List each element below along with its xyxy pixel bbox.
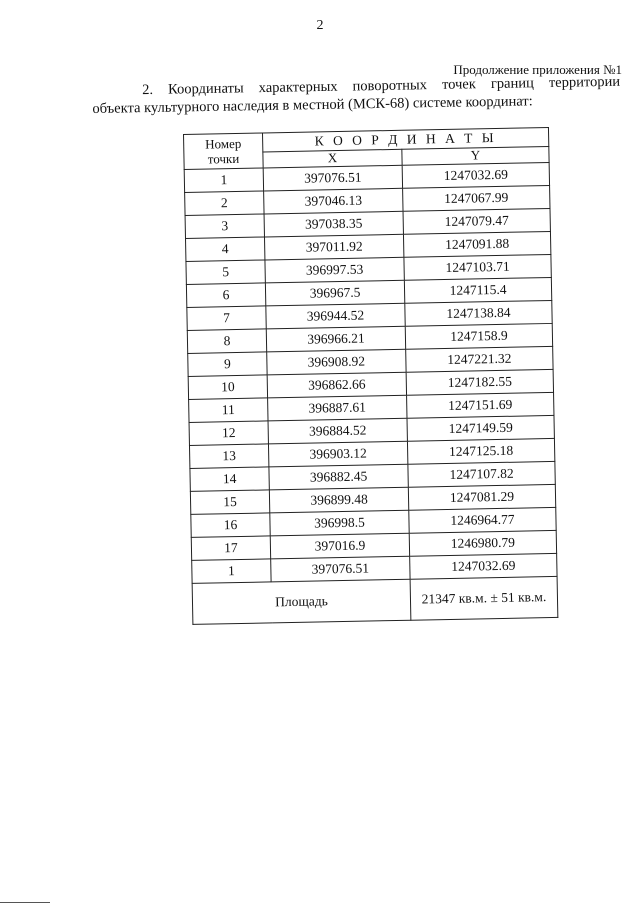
cell-y: 1247115.4	[404, 277, 551, 303]
area-label: Площадь	[192, 579, 411, 624]
cell-y: 1247221.32	[406, 346, 553, 372]
cell-x: 396899.48	[269, 487, 408, 513]
cell-x: 397046.13	[264, 188, 403, 214]
cell-point-number: 14	[190, 467, 269, 492]
cell-y: 1247081.29	[408, 484, 555, 510]
cell-x: 396997.53	[265, 257, 404, 283]
cell-point-number: 9	[188, 352, 267, 377]
cell-y: 1247032.69	[410, 553, 557, 579]
cell-point-number: 3	[185, 214, 264, 239]
cell-y: 1247182.55	[406, 369, 553, 395]
cell-y: 1247079.47	[403, 208, 550, 234]
cell-point-number: 7	[187, 306, 266, 331]
header-point-number	[184, 133, 264, 170]
cell-x: 396862.66	[267, 372, 406, 398]
cell-point-number: 13	[189, 444, 268, 469]
cell-y: 1247151.69	[407, 392, 554, 418]
cell-point-number: 11	[189, 398, 268, 423]
cell-y: 1247103.71	[404, 254, 551, 280]
heading-line-1: 2. Координаты характерных поворотных точек границ территории	[142, 73, 621, 99]
table-body	[184, 162, 557, 583]
footer-divider	[0, 902, 50, 903]
cell-point-number: 4	[186, 237, 265, 262]
coordinates-table	[183, 127, 558, 625]
continuation-note: Продолжение приложения №1	[453, 62, 622, 77]
cell-x: 396903.12	[268, 441, 407, 467]
cell-x: 396967.5	[265, 280, 404, 306]
cell-y: 1247138.84	[405, 300, 552, 326]
cell-x: 396966.21	[266, 326, 405, 352]
cell-y: 1246980.79	[409, 530, 556, 556]
cell-x: 396944.52	[266, 303, 405, 329]
cell-point-number: 15	[190, 490, 269, 515]
cell-x: 396884.52	[268, 418, 407, 444]
cell-y: 1246964.77	[409, 507, 556, 533]
cell-y: 1247067.99	[403, 185, 550, 211]
cell-x: 396908.92	[267, 349, 406, 375]
header-x: X	[263, 149, 402, 168]
cell-x: 396998.5	[270, 510, 409, 536]
page-number: 2	[316, 18, 324, 33]
area-row	[192, 576, 558, 624]
header-point-number-label: Номер точки	[204, 135, 242, 167]
cell-point-number: 2	[185, 191, 264, 216]
cell-x: 396887.61	[268, 395, 407, 421]
cell-y: 1247125.18	[407, 438, 554, 464]
cell-x: 396882.45	[269, 464, 408, 490]
cell-y: 1247032.69	[402, 162, 549, 188]
cell-point-number: 5	[186, 260, 265, 285]
cell-x: 397076.51	[263, 165, 402, 191]
cell-point-number: 6	[186, 283, 265, 308]
cell-x: 397076.51	[271, 556, 410, 582]
cell-x: 397011.92	[264, 234, 403, 260]
cell-point-number: 16	[191, 513, 270, 538]
coordinates-table-wrap	[183, 127, 558, 625]
cell-y: 1247158.9	[405, 323, 552, 349]
heading-line-2: объекта культурного наследия в местной (МСК-68) системе координат:	[92, 93, 533, 117]
header-coordinates: К О О Р Д И Н А Т Ы	[262, 127, 548, 151]
cell-point-number: 10	[188, 375, 267, 400]
cell-point-number: 8	[187, 329, 266, 354]
cell-x: 397038.35	[264, 211, 403, 237]
cell-point-number: 12	[189, 421, 268, 446]
section-heading	[92, 73, 621, 118]
area-value: 21347 кв.м. ± 51 кв.м.	[410, 576, 558, 620]
cell-y: 1247091.88	[403, 231, 550, 257]
cell-y: 1247149.59	[407, 415, 554, 441]
cell-point-number: 17	[191, 536, 270, 561]
cell-point-number: 1	[192, 559, 271, 584]
header-y: Y	[402, 146, 549, 165]
cell-y: 1247107.82	[408, 461, 555, 487]
cell-point-number: 1	[184, 168, 263, 193]
cell-x: 397016.9	[270, 533, 409, 559]
